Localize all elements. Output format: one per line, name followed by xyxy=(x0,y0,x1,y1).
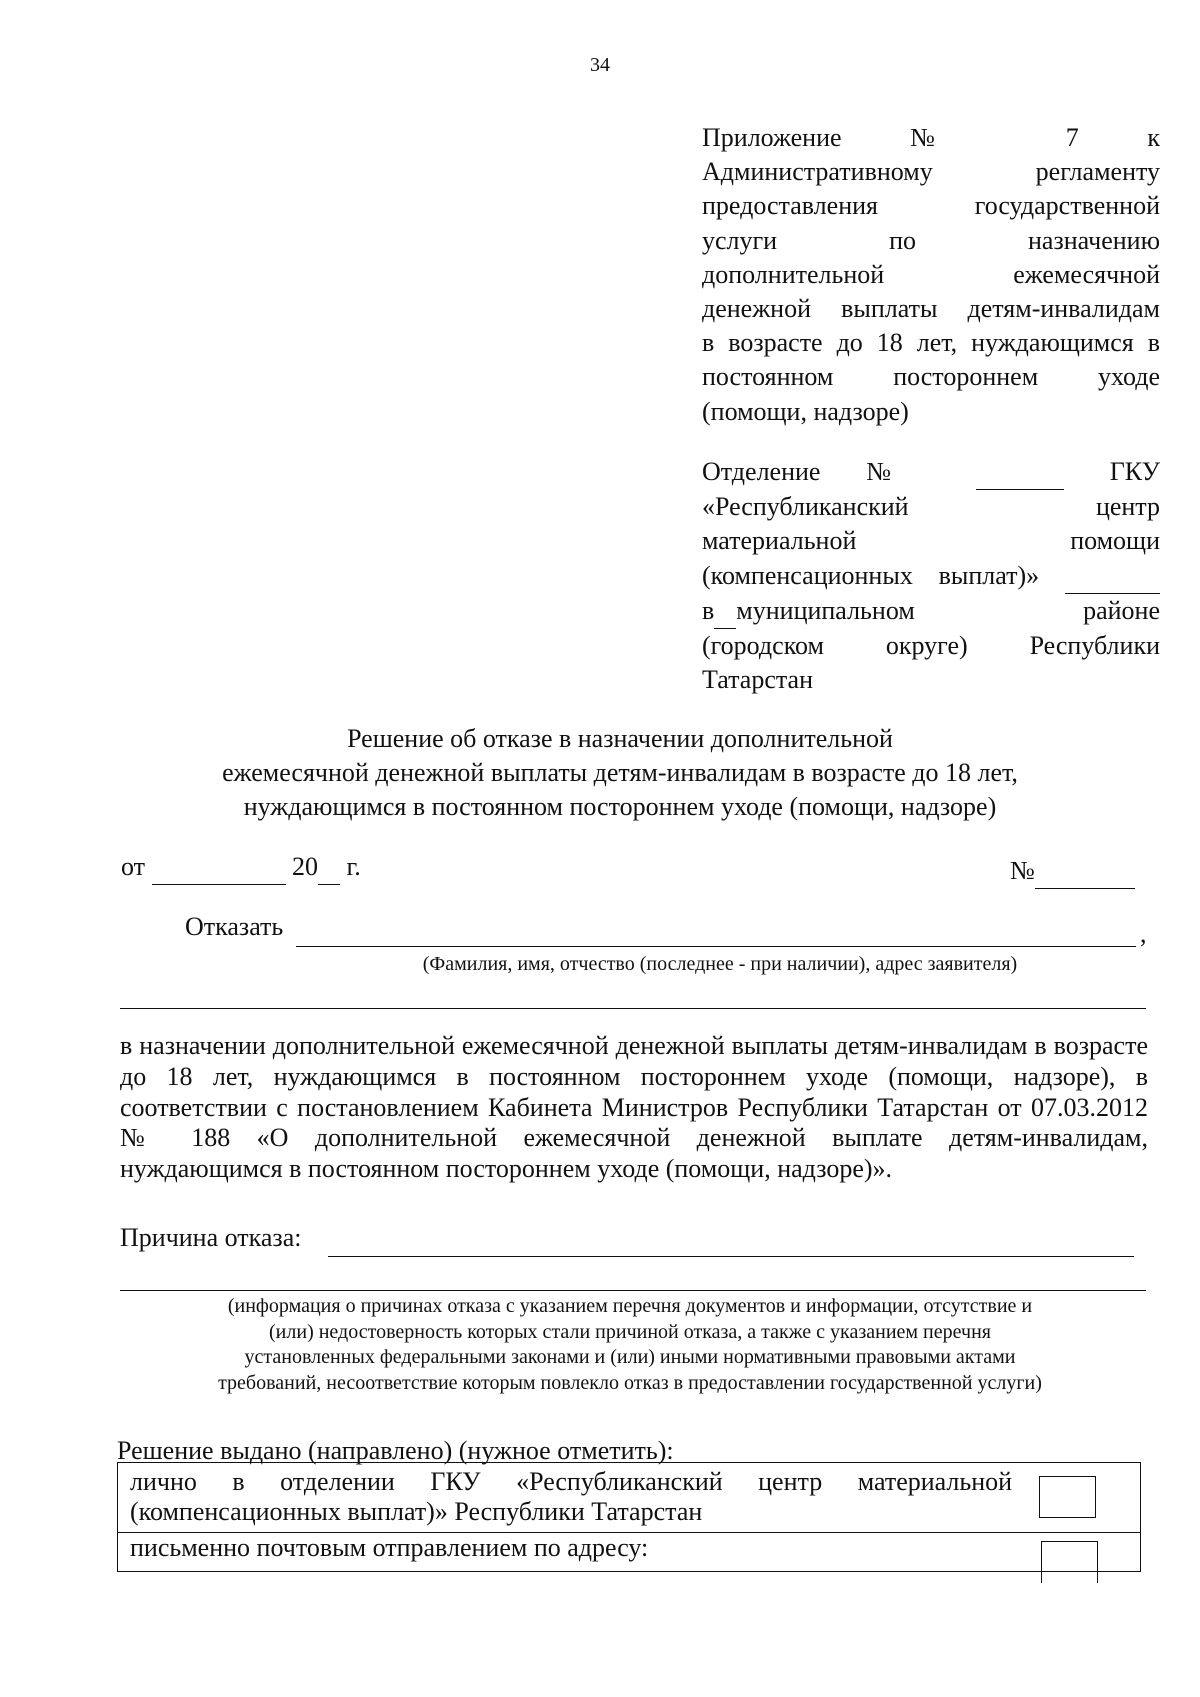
applicant-line[interactable] xyxy=(296,946,1136,947)
document-title-line-2: ежемесячной денежной выплаты детям-инвалидам в возрасте до 18 лет, xyxy=(222,758,1018,787)
applicant-line-2[interactable] xyxy=(120,1008,1146,1009)
page-number: 34 xyxy=(590,54,610,76)
department-name-blank[interactable] xyxy=(1065,559,1160,594)
department-line xyxy=(702,455,1160,490)
department-word: центр xyxy=(1095,492,1160,522)
option-word: ГКУ xyxy=(430,1467,481,1496)
department-line xyxy=(702,490,1160,524)
appendix-word: № xyxy=(910,123,998,152)
department-word: муниципальном xyxy=(736,595,915,625)
appendix-line xyxy=(702,224,1160,258)
option-in-person-line-2: (компенсационных выплат)» Республики Татарстан xyxy=(130,1497,703,1526)
year-blank[interactable] xyxy=(318,850,340,885)
appendix-line xyxy=(702,360,1160,394)
number-label: № xyxy=(1010,856,1035,885)
appendix-word: постоянном xyxy=(702,362,834,392)
appendix-word: (помощи, надзоре) xyxy=(702,396,909,426)
option-word: лично xyxy=(130,1467,197,1496)
body-paragraph: в назначении дополнительной ежемесячной денежной выплаты детям-инвалидам в возрасте до 18 лет, нуждающимся в постоянном постороннем уходе (помощи, надзоре), в соответствии с постановлением Кабинета Министров Республики Татарстан от 07.03.2012 № 188 «О дополнительной ежемесячной денежной выплате детям-инвалидам, нуждающимся в постоянном постороннем уходе (помощи, надзоре)». xyxy=(120,1031,1148,1184)
department-word: Республики xyxy=(1029,631,1160,661)
department-header xyxy=(702,455,1160,697)
department-word: помощи xyxy=(1070,526,1160,556)
appendix-word: Административному xyxy=(702,157,933,187)
appendix-line xyxy=(702,395,1160,429)
appendix-line xyxy=(702,326,1160,360)
appendix-word: денежной выплаты детям-инвалидам xyxy=(702,294,1160,324)
department-word: округе) xyxy=(885,631,968,661)
appendix-word: ежемесячной xyxy=(1013,259,1160,289)
appendix-line xyxy=(702,155,1160,189)
appendix-word: к xyxy=(1147,123,1160,152)
option-in-person xyxy=(130,1467,1132,1527)
date-blank[interactable] xyxy=(152,850,286,885)
reason-hint xyxy=(110,1294,1150,1396)
document-title-line-1: Решение об отказе в назначении дополнительной xyxy=(347,724,893,753)
appendix-word: дополнительной xyxy=(702,259,885,289)
appendix-word: регламенту xyxy=(1035,157,1160,187)
appendix-header xyxy=(702,121,1160,429)
department-word: № xyxy=(866,457,931,486)
reason-hint-line: (или) недостоверность которых стали причиной отказа, а также с указанием перечня xyxy=(269,1320,991,1343)
appendix-word: предоставления xyxy=(702,191,878,221)
reason-line-2[interactable] xyxy=(120,1290,1146,1291)
option-in-person-line-1 xyxy=(130,1467,1012,1497)
by-mail-checkbox[interactable] xyxy=(1041,1541,1098,1583)
department-word: в xyxy=(702,595,715,625)
number-blank[interactable] xyxy=(1035,854,1135,889)
appendix-line xyxy=(702,258,1160,292)
department-word: Татарстан xyxy=(702,665,813,695)
year-prefix: 20 xyxy=(292,852,319,881)
date-line xyxy=(121,850,361,885)
appendix-word: 7 xyxy=(1065,123,1079,152)
delivery-options-table xyxy=(117,1462,1141,1572)
reason-hint-line: установленных федеральными законами и (или) иными нормативными правовыми актами xyxy=(244,1346,1016,1368)
department-line xyxy=(702,629,1160,663)
reason-label: Причина отказа: xyxy=(120,1223,302,1252)
reason-hint-line: (информация о причинах отказа с указанием перечня документов и информации, отсутствие и xyxy=(227,1295,1033,1317)
appendix-line xyxy=(702,292,1160,326)
appendix-word: услуги xyxy=(702,225,778,255)
appendix-word: назначению xyxy=(1027,225,1160,255)
appendix-word: в возрасте до 18 лет, нуждающимся в xyxy=(702,328,1160,358)
issued-label: Решение выдано (направлено) (нужное отметить): xyxy=(117,1436,674,1465)
option-word: центр xyxy=(758,1467,823,1496)
appendix-word: уходе xyxy=(1097,362,1161,392)
department-word: ГКУ xyxy=(1109,457,1161,486)
department-word: (городском xyxy=(702,631,824,661)
decision-number xyxy=(1010,854,1135,889)
department-line xyxy=(702,663,1160,697)
department-line xyxy=(702,524,1160,558)
option-word: материальной xyxy=(857,1467,1013,1496)
year-suffix: г. xyxy=(346,852,361,881)
department-word: Отделение xyxy=(702,457,821,486)
mail-address-line[interactable] xyxy=(118,1571,902,1572)
reason-hint-line: требований, несоответствие которым повлекло отказ в предоставлении государственной услуги) xyxy=(218,1371,1042,1394)
in-person-checkbox[interactable] xyxy=(1039,1476,1096,1518)
appendix-line xyxy=(702,121,1160,155)
department-word: материальной xyxy=(702,526,857,556)
option-word: «Республиканский xyxy=(516,1467,723,1496)
department-line xyxy=(702,594,1160,629)
appendix-word: Приложение xyxy=(702,123,842,152)
district-blank[interactable] xyxy=(714,594,736,629)
reason-line-1[interactable] xyxy=(328,1256,1134,1257)
department-word: (компенсационных выплат)» xyxy=(702,560,1040,590)
appendix-word: постороннем xyxy=(893,362,1039,392)
date-prefix: от xyxy=(121,852,146,881)
option-word: в xyxy=(232,1467,245,1496)
option-word: отделении xyxy=(280,1467,395,1496)
refuse-comma: , xyxy=(1140,919,1147,948)
department-number-blank[interactable] xyxy=(976,455,1064,490)
appendix-word: государственной xyxy=(974,191,1160,221)
appendix-line xyxy=(702,189,1160,223)
department-word: районе xyxy=(1083,595,1160,625)
department-word: «Республиканский xyxy=(702,492,909,522)
refuse-label: Отказать xyxy=(185,912,284,941)
appendix-word: по xyxy=(889,225,916,255)
department-line xyxy=(702,559,1160,594)
document-title-line-3: нуждающимся в постоянном постороннем уходе (помощи, надзоре) xyxy=(243,792,997,821)
applicant-hint: (Фамилия, имя, отчество (последнее - при наличии), адрес заявителя) xyxy=(422,953,1018,975)
option-by-mail: письменно почтовым отправлением по адресу: xyxy=(130,1533,649,1562)
